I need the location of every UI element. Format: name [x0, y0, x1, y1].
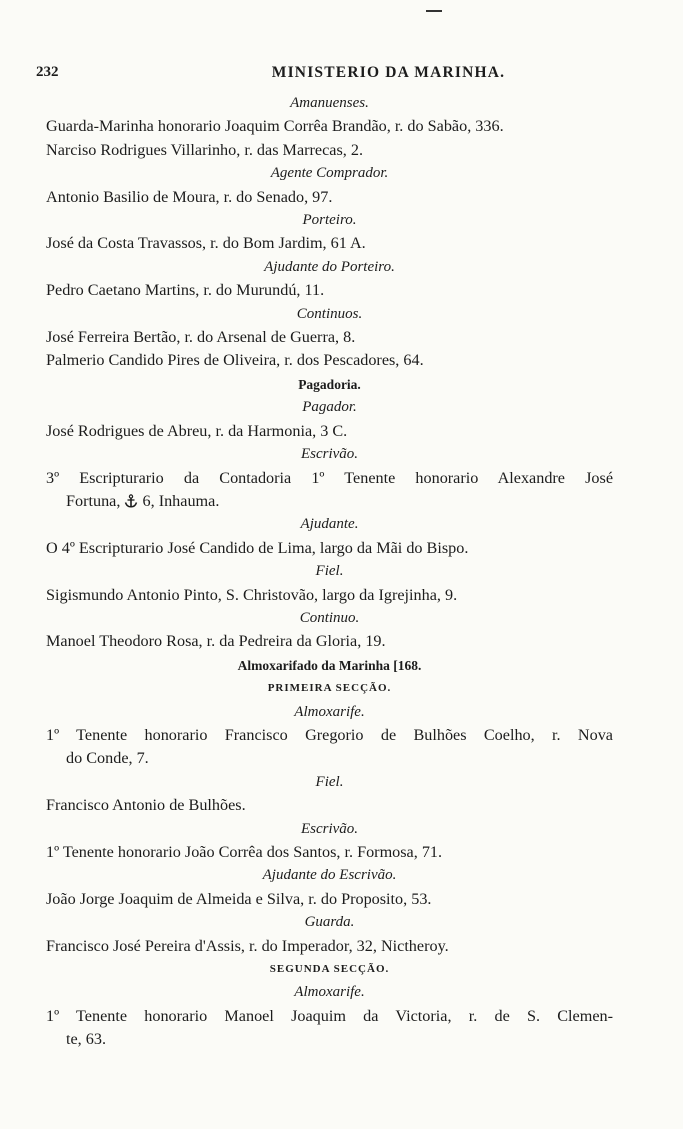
- section-heading: Ajudante do Escrivão.: [262, 867, 397, 884]
- directory-entry: Sigismundo Antonio Pinto, S. Christovão, largo da Igrejinha, 9.: [46, 585, 458, 604]
- directory-entry: José Ferreira Bertão, r. do Arsenal de Guerra, 8.: [46, 328, 356, 347]
- directory-entry: [46, 724, 613, 771]
- directory-entry: Narciso Rodrigues Villarinho, r. das Marrecas, 2.: [46, 140, 364, 159]
- entry-line-continued: [46, 490, 613, 513]
- running-title: MINISTERIO DA MARINHA.: [271, 64, 506, 81]
- section-heading: Pagadoria.: [298, 376, 361, 392]
- entry-line: 3º Escripturario da Contadoria 1º Tenente honorario Alexandre José: [46, 468, 613, 487]
- directory-entry: Francisco Antonio de Bulhões.: [46, 796, 246, 815]
- directory-entry: Antonio Basilio de Moura, r. do Senado, 97.: [46, 187, 333, 206]
- section-heading: Almoxarife.: [294, 984, 365, 1001]
- directory-entry: [46, 467, 613, 514]
- section-heading: Almoxarife.: [294, 703, 365, 720]
- directory-entry: Guarda-Marinha honorario Joaquim Corrêa Brandão, r. do Sabão, 336.: [46, 117, 504, 136]
- section-heading: Almoxarifado da Marinha [168.: [237, 657, 422, 673]
- section-heading: Agente Comprador.: [270, 165, 389, 182]
- directory-entry: Palmerio Candido Pires de Oliveira, r. dos Pescadores, 64.: [46, 351, 424, 370]
- directory-entry: O 4º Escripturario José Candido de Lima, largo da Mãi do Bispo.: [46, 538, 469, 557]
- page-header: [36, 64, 611, 86]
- entry-line-continued: do Conde, 7.: [66, 749, 149, 768]
- directory-entry: Pedro Caetano Martins, r. do Murundú, 11.: [46, 281, 325, 300]
- page-number: 232: [36, 64, 59, 80]
- entry-text: Fortuna,: [66, 491, 121, 510]
- directory-entry: Francisco José Pereira d'Assis, r. do Imperador, 32, Nictheroy.: [46, 936, 449, 955]
- section-heading: Guarda.: [304, 914, 355, 931]
- directory-entry: João Jorge Joaquim de Almeida e Silva, r. do Proposito, 53.: [46, 889, 432, 908]
- anchor-icon: [124, 492, 138, 506]
- top-mark: [426, 10, 442, 12]
- entry-line-continued: te, 63.: [66, 1030, 107, 1049]
- entry-line: 1º Tenente honorario Manoel Joaquim da Victoria, r. de S. Clemen-: [46, 1006, 613, 1025]
- section-heading: Continuo.: [299, 609, 360, 626]
- directory-entry: 1º Tenente honorario João Corrêa dos Santos, r. Formosa, 71.: [46, 843, 443, 861]
- document-body: [46, 92, 613, 1052]
- section-heading: Fiel.: [315, 563, 344, 580]
- section-heading: SEGUNDA SECÇÃO.: [269, 963, 390, 976]
- section-heading: Ajudante do Porteiro.: [264, 258, 395, 275]
- section-heading: Ajudante.: [300, 516, 359, 533]
- directory-entry: Manoel Theodoro Rosa, r. da Pedreira da Gloria, 19.: [46, 632, 386, 651]
- section-heading: Pagador.: [302, 399, 357, 416]
- section-heading: Escrivão.: [300, 446, 359, 463]
- directory-entry: José Rodrigues de Abreu, r. da Harmonia, 3 C.: [46, 421, 348, 440]
- section-heading: PRIMEIRA SECÇÃO.: [267, 682, 392, 695]
- section-heading: Escrivão.: [300, 820, 359, 837]
- section-heading: Continuos.: [296, 305, 363, 322]
- entry-text: 6, Inhauma.: [142, 491, 220, 510]
- section-heading: Porteiro.: [302, 212, 357, 229]
- directory-entry: [46, 1005, 613, 1052]
- directory-entry: José da Costa Travassos, r. do Bom Jardim, 61 A.: [46, 234, 366, 253]
- section-heading: Fiel.: [315, 773, 344, 790]
- entry-line: 1º Tenente honorario Francisco Gregorio de Bulhões Coelho, r. Nova: [46, 725, 613, 744]
- section-heading: Amanuenses.: [290, 95, 369, 111]
